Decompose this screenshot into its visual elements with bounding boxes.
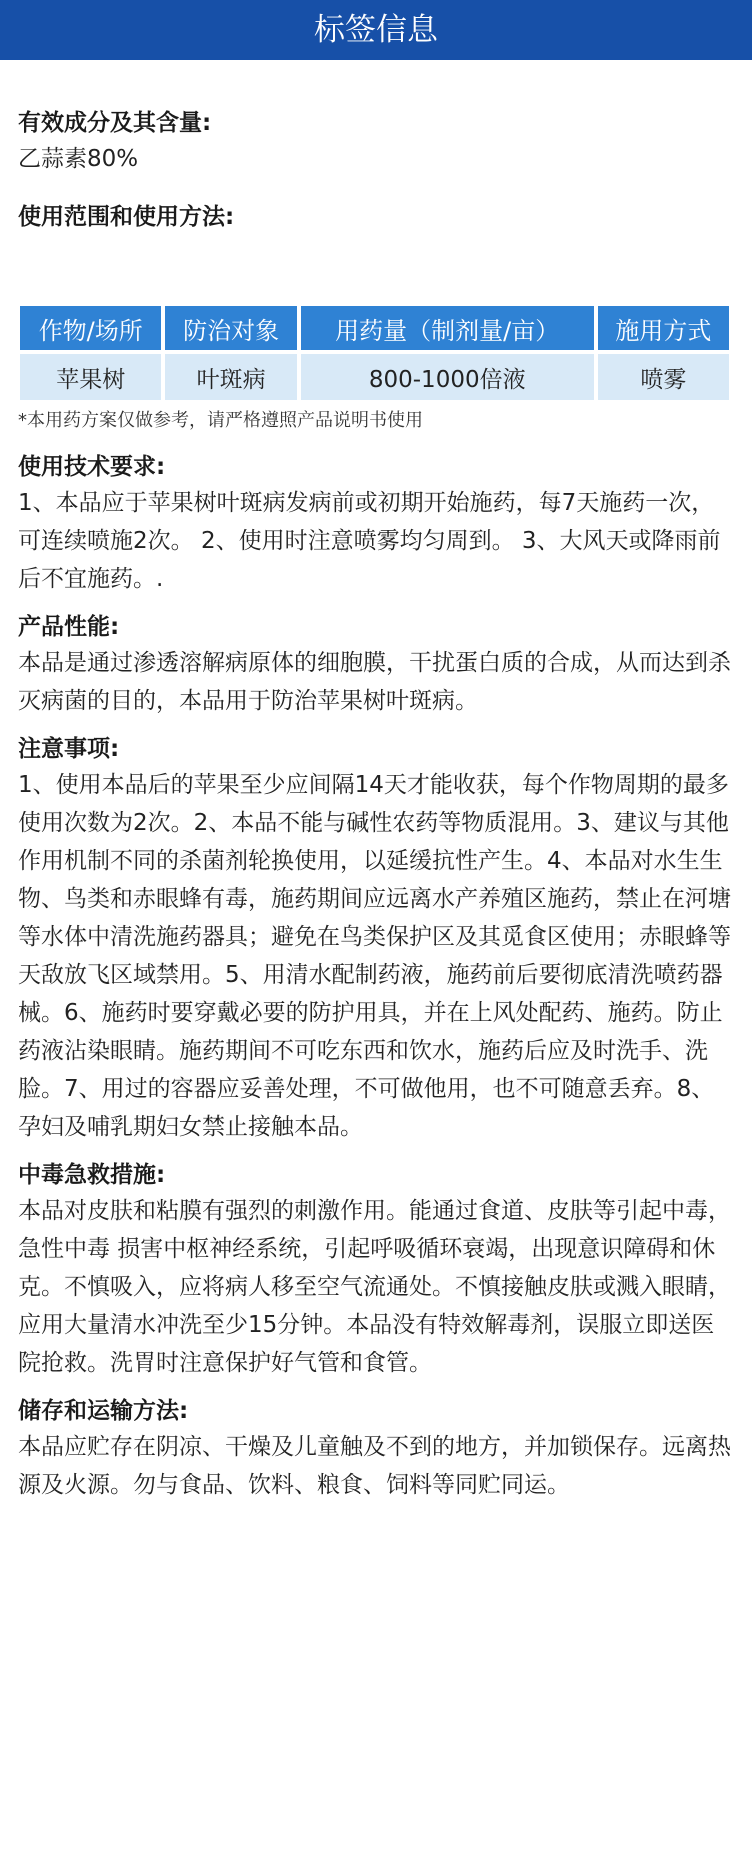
precautions-title: 注意事项: [18,736,120,762]
storage-section [18,1394,734,1504]
performance-section [18,610,734,720]
usage-title: 使用范围和使用方法: [18,204,235,230]
technique-title: 使用技术要求: [18,454,166,480]
usage-note: *本用药方案仅做参考，请严格遵照产品说明书使用 [18,410,423,431]
first-aid-body: 本品对皮肤和粘膜有强烈的刺激作用。能通过食道、皮肤等引起中毒，急性中毒 损害中枢神经系统，引起呼吸循环衰竭，出现意识障碍和休克。不慎吸入，应将病人移至空气流通处。不慎接触皮肤或溅入眼睛，应用大量清水冲洗至少15分钟。本品没有特效解毒剂，误服立即送医院抢救。洗胃时注意保护好气管和食管。 [18,1198,731,1376]
column-header-crop: 作物/场所 [20,306,161,350]
performance-title: 产品性能: [18,614,120,640]
usage-table-header-row [20,306,729,350]
cell-method: 喷雾 [598,350,729,400]
first-aid-section [18,1158,734,1382]
storage-body: 本品应贮存在阴凉、干燥及儿童触及不到的地方，并加锁保存。远离热源及火源。勿与食品、饮料、粮食、饲料等同贮同运。 [18,1434,731,1498]
performance-body: 本品是通过渗透溶解病原体的细胞膜，干扰蛋白质的合成，从而达到杀灭病菌的目的，本品用于防治苹果树叶斑病。 [18,650,731,714]
column-header-target: 防治对象 [165,306,296,350]
first-aid-title: 中毒急救措施: [18,1162,166,1188]
usage-table [16,306,733,400]
cell-crop: 苹果树 [20,350,161,400]
technique-body: 1、本品应于苹果树叶斑病发病前或初期开始施药，每7天施药一次，可连续喷施2次。 2、使用时注意喷雾均匀周到。 3、大风天或降雨前后不宜施药。. [18,490,721,592]
ingredient-title: 有效成分及其含量: [18,110,212,136]
table-row [20,350,729,400]
storage-title: 储存和运输方法: [18,1398,189,1424]
precautions-body: 1、使用本品后的苹果至少应间隔14天才能收获，每个作物周期的最多使用次数为2次。2、本品不能与碱性农药等物质混用。3、建议与其他作用机制不同的杀菌剂轮换使用，以延缓抗性产生。4、本品对水生生物、鸟类和赤眼蜂有毒，施药期间应远离水产养殖区施药，禁止在河塘等水体中清洗施药器具；避免在鸟类保护区及其觅食区使用；赤眼蜂等天敌放飞区域禁用。5、用清水配制药液，施药前后要彻底清洗喷药器械。6、施药时要穿戴必要的防护用具，并在上风处配药、施药。防止药液沾染眼睛。施药期间不可吃东西和饮水，施药后应及时洗手、洗脸。7、用过的容器应妥善处理，不可做他用，也不可随意丢弃。8、孕妇及哺乳期妇女禁止接触本品。 [18,772,731,1140]
page-header [0,0,752,60]
precautions-section [18,732,734,1146]
cell-target: 叶斑病 [165,350,296,400]
technique-section [18,450,734,598]
label-content [0,60,752,1504]
page-title: 标签信息 [314,12,438,48]
column-header-dosage: 用药量（制剂量/亩） [301,306,594,350]
ingredient-value: 乙蒜素80% [18,146,139,172]
column-header-method: 施用方式 [598,306,729,350]
cell-dosage: 800-1000倍液 [301,350,594,400]
ingredient-section [18,106,734,178]
